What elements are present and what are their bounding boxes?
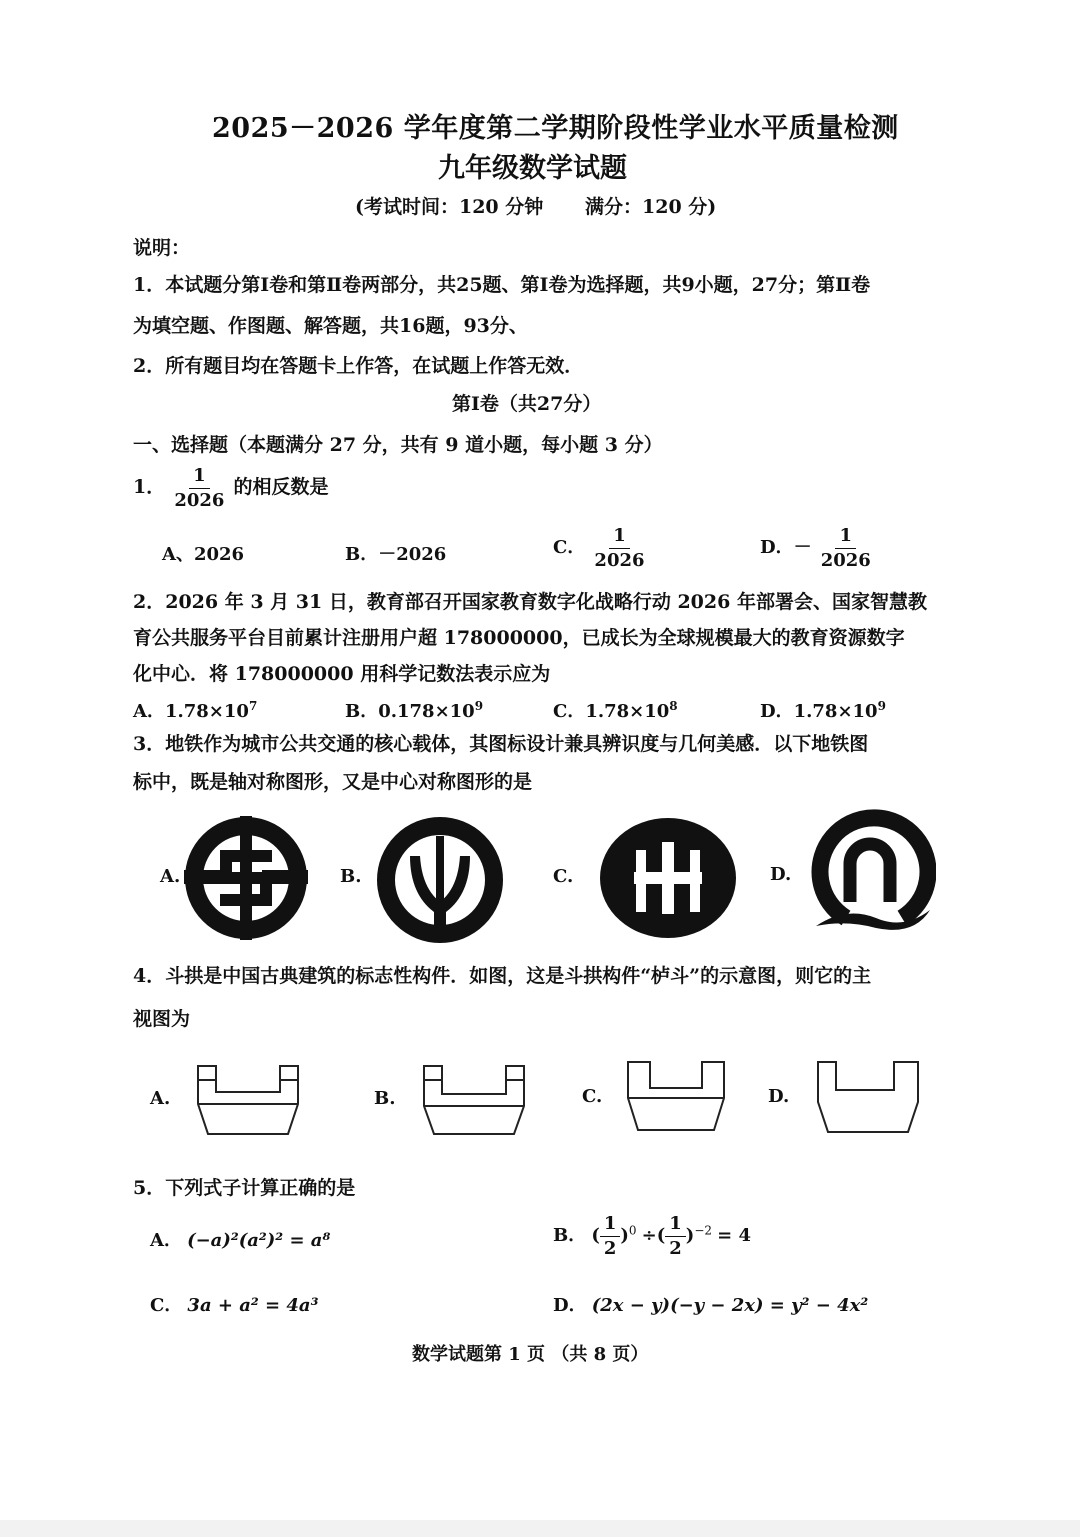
q4-line1: 4．斗拱是中国古典建筑的标志性构件．如图，这是斗拱构件“栌斗”的示意图，则它的主 xyxy=(133,965,872,987)
q4-label-b: B. xyxy=(374,1088,396,1109)
q4-figure-a xyxy=(196,1062,302,1140)
exam-subtitle: 九年级数学试题 xyxy=(438,153,627,184)
instruction-1-line1: 1．本试题分第Ⅰ卷和第Ⅱ卷两部分，共25题、第Ⅰ卷为选择题，共9小题，27分；第Ⅱ卷 xyxy=(133,274,871,296)
q4-figure-c xyxy=(626,1058,726,1136)
instruction-2: 2．所有题目均在答题卡上作答，在试题上作答无效． xyxy=(133,355,584,377)
q5-option-d: D． (2x − y)(−y − 2x) = y² − 4x² xyxy=(553,1295,869,1316)
q4-label-a: A. xyxy=(150,1088,171,1109)
q2-option-a: A．$1.78\times 10^7$ xyxy=(133,699,258,722)
instruction-1-line2: 为填空题、作图题、解答题，共16题，93分、 xyxy=(133,315,528,337)
q3-line2: 标中，既是轴对称图形，又是中心对称图形的是 xyxy=(133,771,533,793)
question-1 xyxy=(133,466,329,511)
q4-label-c: C. xyxy=(582,1086,603,1107)
q2-line2: 育公共服务平台目前累计注册用户超 178000000，已成长为全球规模最大的教育资源数字 xyxy=(133,627,905,649)
q3-label-b: B. xyxy=(340,866,362,887)
q4-line2: 视图为 xyxy=(133,1008,191,1030)
q5-option-a: A． (−a)²(a²)² = a⁸ xyxy=(150,1230,331,1251)
q5-option-b: B． ( $\frac{1}{2}$ )$^0$ ÷( $\frac{1}{2}$ )$^{-2}$ = 4 xyxy=(553,1213,751,1259)
q2-option-d: D．$1.78\times 10^9$ xyxy=(760,699,886,722)
q3-label-c: C. xyxy=(553,866,574,887)
q2-option-b: B．$0.178\times 10^9$ xyxy=(345,699,484,722)
q1-option-d: D．－ $\frac{1}{2026}$ xyxy=(760,525,871,571)
q5-option-c: C． 3a + a² = 4a³ xyxy=(150,1295,319,1316)
q1-option-b: B．－2026 xyxy=(345,544,447,565)
q2-line1: 2．2026 年 3 月 31 日，教育部召开国家教育数字化战略行动 2026 年部署会、国家智慧教 xyxy=(133,591,927,613)
q4-figure-d xyxy=(814,1058,922,1138)
exam-title: 2025－2026 学年度第二学期阶段性学业水平质量检测 xyxy=(212,113,899,144)
q1-number: 1． xyxy=(133,476,166,498)
q4-figure-b xyxy=(420,1062,530,1140)
q5-text: 5．下列式子计算正确的是 xyxy=(133,1177,356,1199)
section-heading: 一、选择题（本题满分 27 分，共有 9 道小题，每小题 3 分） xyxy=(133,434,663,456)
q1-text: 的相反数是 xyxy=(233,476,329,498)
q1-frac-den: 2026 xyxy=(174,490,225,511)
q1-option-c: C． $\frac{1}{2026}$ xyxy=(553,525,645,571)
q3-line1: 3．地铁作为城市公共交通的核心载体，其图标设计兼具辨识度与几何美感．以下地铁图 xyxy=(133,733,869,755)
q3-label-a: A. xyxy=(160,866,181,887)
full-score: 满分：120 分) xyxy=(585,196,717,218)
q1-fraction xyxy=(170,466,228,511)
q1-option-a: A、2026 xyxy=(162,544,245,565)
part1-heading: 第Ⅰ卷（共27分） xyxy=(452,393,602,415)
instructions-heading: 说明： xyxy=(133,237,191,259)
q4-label-d: D. xyxy=(768,1086,790,1107)
q2-line3: 化中心．将 178000000 用科学记数法表示应为 xyxy=(133,663,551,685)
page-footer: 数学试题第 1 页 （共 8 页） xyxy=(412,1344,649,1365)
metro-logo-a xyxy=(184,816,308,940)
metro-logo-c xyxy=(598,816,738,940)
q2-option-c: C．$1.78\times 10^8$ xyxy=(553,699,678,722)
metro-logo-b xyxy=(376,816,504,944)
q3-label-d: D. xyxy=(770,864,792,885)
q1-frac-num: 1 xyxy=(189,466,210,489)
exam-time: (考试时间：120 分钟 xyxy=(355,196,544,218)
metro-logo-d xyxy=(806,806,936,936)
